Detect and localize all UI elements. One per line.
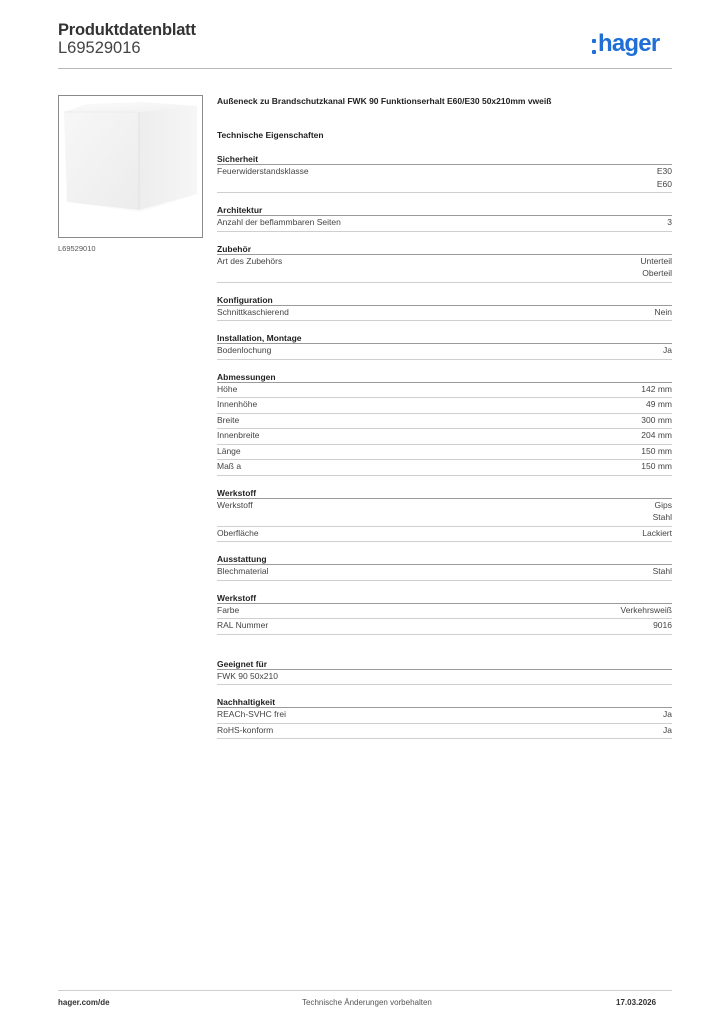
property-row: [217, 165, 672, 193]
property-row: [217, 724, 672, 740]
property-value: Stahl: [652, 566, 672, 576]
property-row: [217, 216, 672, 232]
section-title: Werkstoff: [217, 591, 672, 604]
section-title: Nachhaltigkeit: [217, 695, 672, 708]
header-sku: L69529016: [58, 39, 141, 57]
header-title: Produktdatenblatt: [58, 21, 196, 39]
property-value: E30: [656, 166, 672, 176]
property-label: Bodenlochung: [217, 345, 272, 355]
property-value: Verkehrsweiß: [620, 604, 672, 615]
section-title: Abmessungen: [217, 370, 672, 383]
property-label: Feuerwiderstandsklasse: [217, 166, 309, 176]
product-image: [58, 95, 203, 238]
property-section: [217, 695, 672, 739]
section-title: Werkstoff: [217, 486, 672, 499]
property-section: [217, 591, 672, 635]
property-value: Lackiert: [642, 527, 672, 538]
property-row: [217, 604, 672, 620]
property-section: [217, 203, 672, 232]
section-title: Geeignet für: [217, 657, 672, 670]
property-values: [621, 604, 673, 619]
property-value: 142 mm: [641, 383, 672, 394]
property-label: Oberfläche: [217, 527, 259, 538]
property-label: Maß a: [217, 461, 242, 471]
section-title: Ausstattung: [217, 552, 672, 565]
footer-date: 17.03.2026: [616, 998, 657, 1007]
property-section: [217, 657, 672, 686]
property-values: [655, 306, 672, 321]
property-label: Werkstoff: [217, 499, 253, 510]
property-section: [217, 242, 672, 283]
property-value: E60: [656, 178, 672, 189]
property-values: [663, 708, 672, 723]
footer-divider: [58, 990, 672, 991]
property-values: [653, 619, 672, 634]
property-values: [653, 499, 672, 526]
property-value: 300 mm: [641, 414, 672, 425]
product-image-code: L69529010: [58, 244, 96, 253]
property-section: [217, 486, 672, 543]
property-section: [217, 293, 672, 322]
property-label: Höhe: [217, 383, 238, 394]
property-row: [217, 414, 672, 430]
property-section: [217, 152, 672, 193]
property-label: Art des Zubehörs: [217, 255, 283, 266]
property-value: Unterteil: [640, 255, 672, 266]
property-value: 3: [667, 217, 672, 227]
property-label: Farbe: [217, 604, 240, 615]
section-title: Zubehör: [217, 242, 672, 255]
property-label: Blechmaterial: [217, 566, 269, 576]
property-label: Innenhöhe: [217, 399, 258, 409]
product-image-graphic: [59, 96, 202, 237]
property-row: [217, 445, 672, 461]
property-row: [217, 499, 672, 527]
property-values: [663, 344, 672, 359]
property-row: [217, 344, 672, 360]
property-values: [646, 398, 672, 413]
property-label: REACh-SVHC frei: [217, 709, 286, 719]
property-values: [642, 527, 672, 542]
technical-properties-heading: Technische Eigenschaften: [217, 130, 324, 140]
property-value: Ja: [663, 345, 672, 355]
logo-colon-icon: [592, 39, 596, 54]
property-values: [657, 165, 672, 192]
property-section: [217, 370, 672, 476]
footer-website-link[interactable]: hager.com/de: [58, 998, 110, 1007]
property-label: Schnittkaschierend: [217, 306, 289, 317]
product-description: Außeneck zu Brandschutzkanal FWK 90 Funktionserhalt E60/E30 50x210mm vweiß: [217, 96, 552, 106]
property-value: 9016: [653, 620, 672, 630]
property-value: Oberteil: [642, 268, 672, 278]
property-value: Ja: [663, 709, 672, 719]
property-value: Stahl: [652, 512, 672, 522]
property-row: [217, 708, 672, 724]
section-title: Sicherheit: [217, 152, 672, 165]
content-column: [217, 96, 672, 739]
property-label: RAL Nummer: [217, 620, 269, 630]
footer-notice: Technische Änderungen vorbehalten: [302, 998, 432, 1007]
property-value: 150 mm: [641, 461, 672, 471]
property-values: [641, 460, 672, 475]
property-row: [217, 619, 672, 635]
property-value: 49 mm: [646, 399, 672, 409]
section-title: Architektur: [217, 203, 672, 216]
property-label: Breite: [217, 414, 240, 425]
property-row: [217, 429, 672, 445]
property-section: [217, 552, 672, 581]
property-row: [217, 527, 672, 543]
property-value: 204 mm: [641, 430, 672, 440]
property-label: Länge: [217, 445, 241, 456]
property-value: 150 mm: [641, 445, 672, 456]
property-value: Ja: [663, 724, 672, 735]
property-section: [217, 331, 672, 360]
header-divider: [58, 68, 672, 69]
property-sections: [217, 152, 672, 739]
property-row: [217, 565, 672, 581]
property-row: [217, 306, 672, 322]
property-values: [640, 255, 672, 282]
logo-text: hager: [598, 30, 660, 57]
property-label: Anzahl der beflammbaren Seiten: [217, 217, 341, 227]
property-value: Gips: [654, 499, 672, 510]
property-row: [217, 255, 672, 283]
property-row: [217, 670, 672, 686]
property-label: Innenbreite: [217, 430, 260, 440]
property-values: [667, 216, 672, 231]
section-title: Konfiguration: [217, 293, 672, 306]
property-row: [217, 383, 672, 399]
property-value: Nein: [654, 306, 672, 317]
section-title: Installation, Montage: [217, 331, 672, 344]
property-values: [641, 445, 672, 460]
property-values: [641, 414, 672, 429]
property-label: FWK 90 50x210: [217, 670, 278, 681]
property-values: [641, 383, 672, 398]
property-row: [217, 460, 672, 476]
property-values: [641, 429, 672, 444]
hager-logo[interactable]: [592, 29, 659, 59]
property-label: RoHS-konform: [217, 724, 274, 735]
property-row: [217, 398, 672, 414]
property-values: [663, 724, 672, 739]
property-values: [653, 565, 672, 580]
